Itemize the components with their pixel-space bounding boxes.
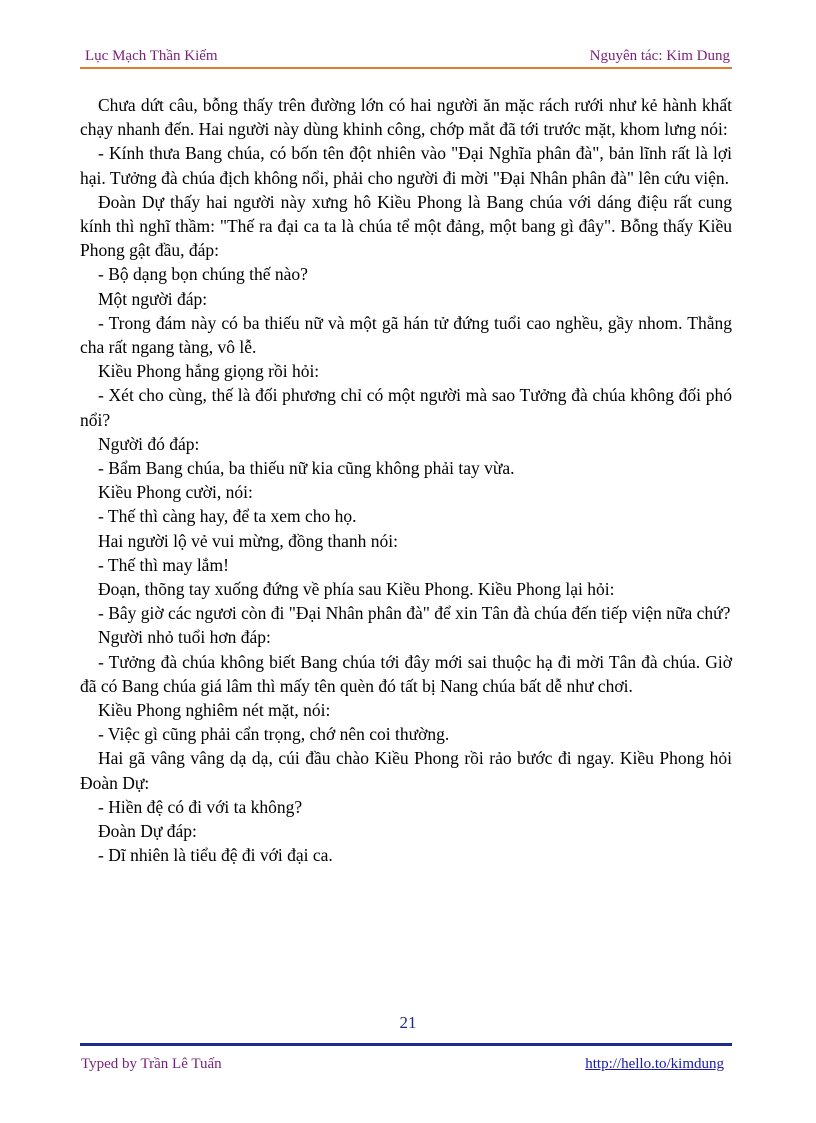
paragraph: - Tưởng đà chúa không biết Bang chúa tới đây mới sai thuộc hạ đi mời Tân đà chúa. Giờ đã có Bang chúa giá lâm thì mấy tên quèn đó tất bị Nang chúa bất dễ như chơi.: [80, 651, 732, 696]
page-header: [80, 48, 732, 68]
paragraph: - Kính thưa Bang chúa, có bốn tên đột nhiên vào "Đại Nghĩa phân đà", bản lĩnh rất là lợi hại. Tưởng đà chúa địch không nổi, phải cho người đi mời "Đại Nhân phân đà" lên cứu viện.: [80, 143, 732, 188]
paragraph: - Trong đám này có ba thiếu nữ và một gã hán tử đứng tuổi cao nghều, gầy nhom. Thằng cha rất ngang tàng, vô lễ.: [80, 312, 732, 358]
paragraph: Đoạn, thõng tay xuống đứng về phía sau Kiều Phong. Kiều Phong lại hỏi:: [98, 579, 615, 600]
paragraph: Đoàn Dự đáp:: [98, 821, 197, 842]
paragraph: - Bây giờ các ngươi còn đi "Đại Nhân phân đà" để xin Tân đà chúa đến tiếp viện nữa chứ?: [98, 603, 731, 624]
paragraph: - Xét cho cùng, thế là đối phương chỉ có một người mà sao Tưởng đà chúa không đối phó nổi?: [80, 385, 732, 430]
page-number: 21: [399, 1013, 417, 1032]
paragraph: - Thế thì may lắm!: [98, 554, 229, 575]
paragraph: Đoàn Dự thấy hai người này xưng hô Kiều Phong là Bang chúa với dáng điệu rất cung kính thì nghĩ thầm: "Thế ra đại ca ta là chúa tể một đảng, một bang gì đây". Bỗng thấy Kiều Phong gật đầu, đáp:: [80, 191, 732, 261]
paragraph: - Bẩm Bang chúa, ba thiếu nữ kia cũng không phải tay vừa.: [98, 458, 515, 479]
paragraph: - Bộ dạng bọn chúng thế nào?: [98, 264, 308, 285]
paragraph: Chưa dứt câu, bỗng thấy trên đường lớn có hai người ăn mặc rách rưới như kẻ hành khất chạy nhanh đến. Hai người này dùng khinh công, chớp mắt đã tới trước mặt, khom lưng nói:: [80, 95, 732, 140]
typist-credit: Typed by Trần Lê Tuấn: [81, 1056, 222, 1072]
paragraph: Hai người lộ vẻ vui mừng, đồng thanh nói:: [98, 530, 398, 551]
paragraph: Kiều Phong cười, nói:: [98, 482, 253, 503]
book-title: Lục Mạch Thần Kiếm: [85, 48, 218, 64]
paragraph: Một người đáp:: [98, 288, 208, 309]
footer-divider: [80, 1043, 732, 1046]
paragraph: Kiều Phong nghiêm nét mặt, nói:: [98, 700, 331, 721]
paragraph: - Việc gì cũng phải cẩn trọng, chớ nên coi thường.: [98, 724, 450, 745]
paragraph: - Thế thì càng hay, để ta xem cho họ.: [98, 506, 357, 527]
paragraph: Người nhỏ tuổi hơn đáp:: [98, 627, 271, 648]
paragraph: Hai gã vâng vâng dạ dạ, cúi đầu chào Kiều Phong rồi rảo bước đi ngay. Kiều Phong hỏi Đoàn Dự:: [80, 748, 732, 793]
book-author: Nguyên tác: Kim Dung: [589, 48, 730, 64]
header-divider: [80, 67, 732, 69]
paragraph: - Hiền đệ có đi với ta không?: [98, 796, 303, 817]
paragraph: Kiều Phong hắng giọng rồi hỏi:: [98, 361, 320, 382]
page-body: [80, 93, 732, 868]
paragraph: - Dĩ nhiên là tiểu đệ đi với đại ca.: [98, 845, 333, 866]
website-link[interactable]: http://hello.to/kimdung: [585, 1056, 724, 1072]
paragraph: Người đó đáp:: [98, 433, 200, 454]
page-footer: [80, 1056, 732, 1076]
